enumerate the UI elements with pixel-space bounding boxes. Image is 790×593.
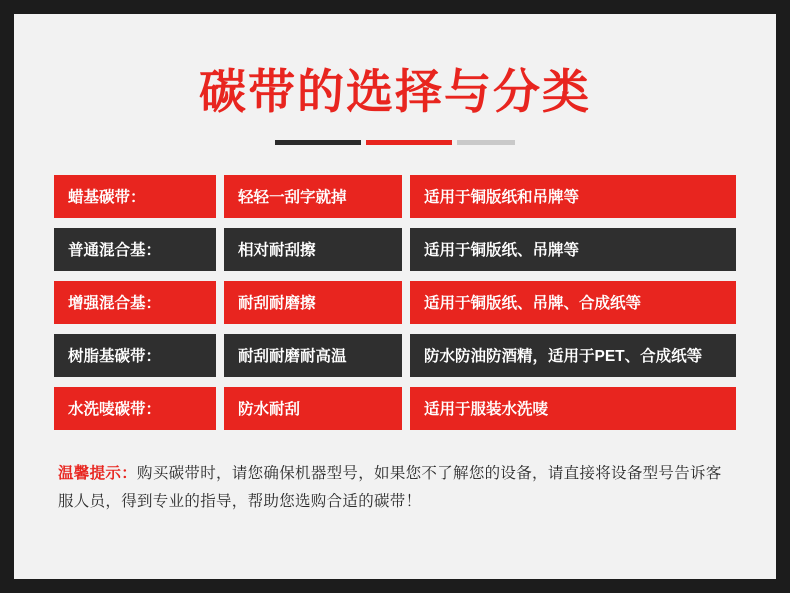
- divider-segment-red: [366, 140, 452, 145]
- table-row: [54, 281, 736, 324]
- row-usage-cell: 适用于服装水洗唛: [410, 387, 736, 430]
- row-usage-cell: 适用于铜版纸和吊牌等: [410, 175, 736, 218]
- table-row: [54, 387, 736, 430]
- divider-segment-gray: [457, 140, 515, 145]
- divider-segment-dark: [275, 140, 361, 145]
- row-type-cell: 普通混合基：: [54, 228, 216, 271]
- page-title: 碳带的选择与分类: [199, 65, 591, 118]
- row-usage-cell: 适用于铜版纸、吊牌、合成纸等: [410, 281, 736, 324]
- title-block: [54, 14, 736, 118]
- table-row: [54, 228, 736, 271]
- row-usage-cell: 防水防油防酒精，适用于PET、合成纸等: [410, 334, 736, 377]
- tip-lead-label: 温馨提示：: [58, 464, 138, 482]
- row-property-cell: 轻轻一刮字就掉: [224, 175, 402, 218]
- tip-text: 购买碳带时，请您确保机器型号，如果您不了解您的设备，请直接将设备型号告诉客服人员，得到专业的指导，帮助您选购合适的碳带！: [58, 464, 722, 511]
- title-divider: [54, 140, 736, 145]
- tip-block: [54, 460, 736, 517]
- row-property-cell: 相对耐刮擦: [224, 228, 402, 271]
- table-row: [54, 175, 736, 218]
- row-type-cell: 树脂基碳带：: [54, 334, 216, 377]
- poster-content: [14, 14, 776, 579]
- row-type-cell: 水洗唛碳带：: [54, 387, 216, 430]
- ribbon-comparison-table: [54, 175, 736, 430]
- row-property-cell: 耐刮耐磨擦: [224, 281, 402, 324]
- row-property-cell: 防水耐刮: [224, 387, 402, 430]
- row-type-cell: 增强混合基：: [54, 281, 216, 324]
- row-type-cell: 蜡基碳带：: [54, 175, 216, 218]
- row-usage-cell: 适用于铜版纸、吊牌等: [410, 228, 736, 271]
- row-property-cell: 耐刮耐磨耐高温: [224, 334, 402, 377]
- table-row: [54, 334, 736, 377]
